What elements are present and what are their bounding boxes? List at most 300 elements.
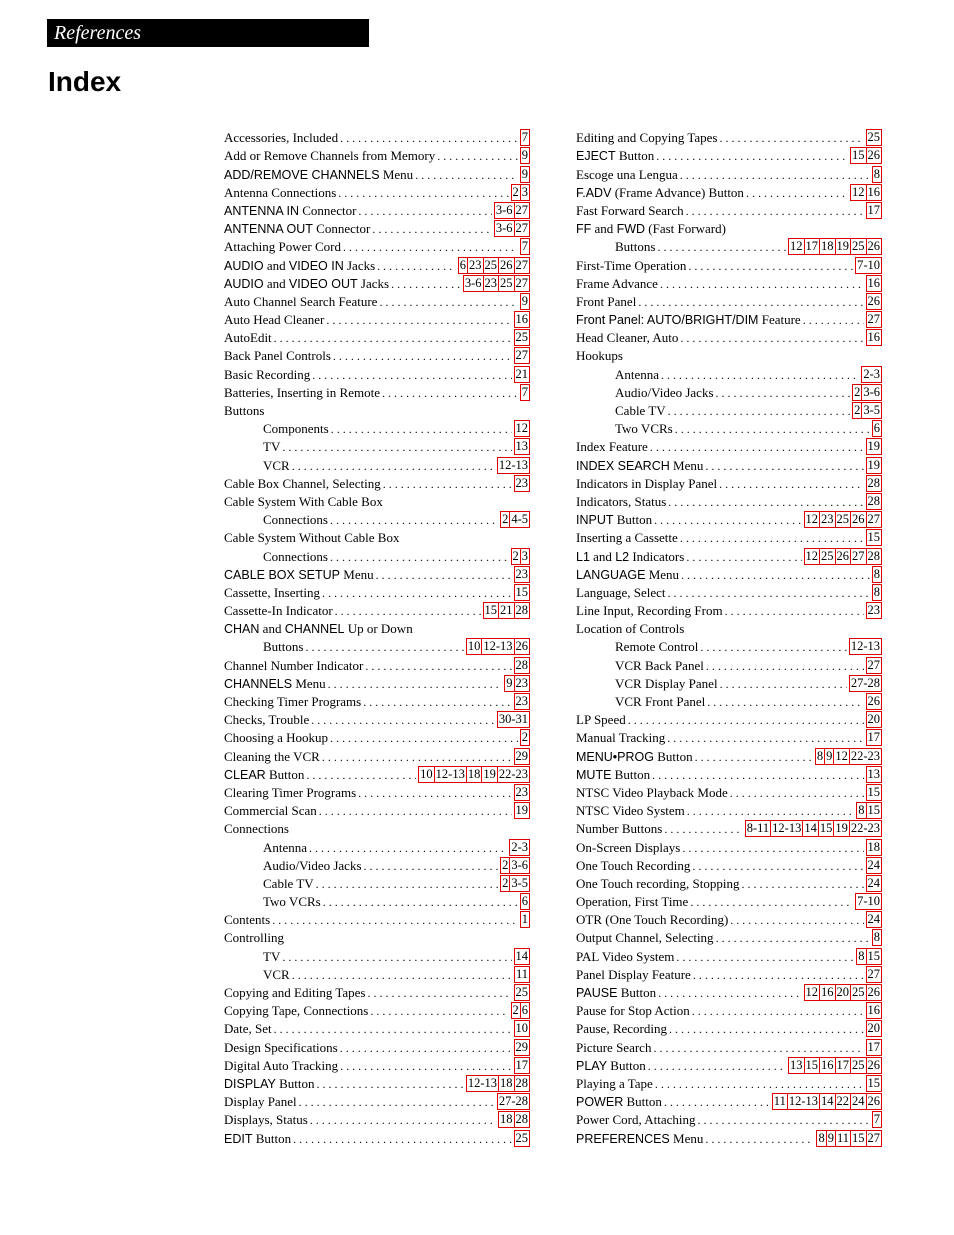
index-entry-label	[224, 712, 309, 728]
page-link[interactable]: 19	[515, 803, 528, 818]
page-link[interactable]: 15	[484, 603, 497, 618]
leader-dots	[681, 567, 870, 583]
page-links	[514, 311, 531, 328]
page-link[interactable]: 12	[790, 239, 803, 254]
page-link[interactable]: 12	[515, 421, 528, 436]
page-link[interactable]: 16	[867, 330, 880, 345]
index-entry-term: Operation, First Time	[576, 894, 689, 910]
page-link[interactable]: 23	[821, 512, 834, 527]
page-links	[852, 384, 882, 401]
page-link[interactable]: 12-13	[483, 639, 513, 654]
page-link[interactable]: 11	[773, 1094, 786, 1109]
page-links	[866, 602, 883, 619]
page-link[interactable]: 25	[515, 985, 528, 999]
page-link[interactable]: 7	[521, 239, 528, 254]
page-links	[514, 584, 531, 601]
page-link[interactable]: 8	[873, 166, 880, 181]
page-link[interactable]: 17	[515, 1057, 528, 1072]
leader-dots	[322, 749, 512, 765]
page-link[interactable]: 7-10	[857, 257, 880, 272]
page-link[interactable]: 26	[867, 1094, 880, 1109]
page-links	[514, 329, 531, 346]
page-link[interactable]: 18	[500, 1075, 513, 1090]
page-links	[866, 311, 883, 328]
page-links	[500, 875, 530, 892]
page-link[interactable]: 21	[500, 603, 513, 618]
page-link[interactable]: 15	[852, 148, 865, 163]
index-entry-term: Picture Search	[576, 1039, 652, 1055]
index-entry	[224, 819, 530, 837]
page-link[interactable]: 21	[515, 366, 528, 381]
leader-dots	[725, 603, 864, 619]
index-entry-label	[576, 148, 654, 164]
page-link[interactable]: 2	[854, 403, 861, 417]
page-link[interactable]: 26	[500, 257, 513, 272]
page-link[interactable]: 22-23	[498, 766, 528, 781]
leader-dots	[698, 1112, 870, 1128]
index-entry-label	[576, 912, 728, 928]
page-link[interactable]: 27	[515, 348, 528, 363]
page-link[interactable]: 8	[858, 948, 865, 963]
index-entry-term: NTSC Video Playback Mode	[576, 784, 728, 800]
index-entry	[576, 346, 882, 364]
page-link[interactable]: 24	[867, 857, 880, 872]
page-links	[849, 675, 882, 692]
page-link[interactable]: 15	[852, 1130, 865, 1145]
index-entry-term: Cleaning the VCR	[224, 748, 320, 764]
page-links	[514, 784, 531, 801]
index-entry	[224, 419, 530, 437]
page-link[interactable]: 14	[821, 1094, 834, 1109]
page-link[interactable]: 9	[506, 675, 513, 690]
leader-dots	[668, 585, 870, 601]
page-link[interactable]: 15	[819, 821, 833, 836]
page-link[interactable]: 27-28	[850, 675, 880, 690]
page-link[interactable]: 24	[867, 912, 880, 927]
page-link[interactable]: 19	[836, 239, 849, 254]
index-entry-label	[224, 130, 338, 146]
index-entry-label	[224, 185, 336, 201]
page-link[interactable]: 8	[873, 566, 880, 581]
page-links	[850, 147, 882, 164]
index-entry	[224, 219, 530, 237]
page-link[interactable]: 27	[852, 548, 865, 563]
page-link[interactable]: 19	[483, 766, 496, 781]
page-link[interactable]: 7-10	[857, 894, 880, 909]
leader-dots	[319, 803, 512, 819]
page-link[interactable]: 27	[515, 221, 528, 236]
index-entry	[224, 455, 530, 473]
page-link[interactable]: 7	[873, 1112, 880, 1127]
page-links	[514, 657, 531, 674]
page-link[interactable]: 3-6	[464, 275, 482, 290]
page-link[interactable]: 3-6	[511, 857, 528, 872]
index-entry-term: Button	[611, 766, 651, 782]
page-link[interactable]: 23	[515, 694, 528, 708]
index-entry	[576, 201, 882, 219]
index-entry-label	[576, 258, 686, 274]
page-link[interactable]: 28	[515, 1075, 528, 1090]
page-link[interactable]: 27	[867, 657, 880, 672]
leader-dots	[658, 985, 801, 1001]
page-link[interactable]: 13	[515, 439, 528, 454]
page-link[interactable]: 2	[512, 184, 519, 199]
page-link[interactable]: 2	[512, 1003, 519, 1018]
page-link[interactable]: 28	[867, 548, 880, 563]
page-link[interactable]: 15	[867, 803, 880, 818]
page-link[interactable]: 26	[836, 548, 849, 563]
page-link[interactable]: 26	[867, 293, 880, 308]
index-entry-term: Connections	[263, 548, 328, 564]
page-link[interactable]: 23	[515, 675, 528, 690]
index-entry-label	[576, 803, 685, 819]
index-entry	[576, 1037, 882, 1055]
index-entry-label	[615, 421, 673, 437]
page-link[interactable]: 11	[515, 966, 528, 981]
index-entry	[576, 383, 882, 401]
page-links	[520, 147, 530, 164]
page-link[interactable]: 8	[818, 1130, 825, 1145]
page-link[interactable]: 8	[873, 930, 880, 945]
page-link[interactable]: 25	[515, 1130, 528, 1145]
index-entry-term: Cable TV	[263, 875, 314, 891]
page-link[interactable]: 27-28	[498, 1094, 528, 1109]
page-link[interactable]: 12	[805, 985, 818, 999]
index-entry	[224, 637, 530, 655]
page-link[interactable]: 15	[515, 584, 528, 599]
index-entry-label	[224, 1021, 272, 1037]
page-link[interactable]: 25	[500, 275, 513, 290]
page-link[interactable]: 2-3	[863, 366, 880, 381]
page-link[interactable]: 8-11	[746, 821, 770, 836]
page-link[interactable]: 6	[521, 1003, 528, 1018]
page-link[interactable]: 23	[484, 275, 497, 290]
index-entry	[576, 219, 882, 237]
page-link[interactable]: 23	[867, 603, 880, 618]
page-links	[866, 457, 883, 474]
leader-dots	[358, 785, 511, 801]
page-link[interactable]: 22-23	[850, 748, 880, 763]
leader-dots	[312, 367, 511, 383]
page-links	[504, 675, 530, 692]
page-link[interactable]: 6	[873, 421, 880, 436]
index-entry-label	[263, 512, 328, 528]
leader-dots	[299, 1094, 495, 1110]
page-link[interactable]: 18	[467, 766, 481, 781]
page-link[interactable]: 3	[521, 184, 528, 199]
page-link[interactable]: 17	[867, 1039, 880, 1054]
page-link[interactable]: 2-3	[511, 839, 528, 854]
page-link[interactable]: 27	[867, 312, 880, 327]
page-link[interactable]: 28	[515, 657, 528, 672]
index-entry-label	[224, 767, 304, 783]
page-link[interactable]: 10	[467, 639, 481, 654]
index-entry-label	[576, 930, 714, 946]
page-link[interactable]: 2	[512, 548, 519, 563]
page-link[interactable]: 12-13	[498, 457, 528, 472]
leader-dots	[669, 1021, 864, 1037]
page-link[interactable]: 12-13	[772, 821, 802, 836]
page-link[interactable]: 8	[816, 748, 824, 763]
page-link[interactable]: 27	[515, 275, 528, 290]
page-link[interactable]: 25	[515, 330, 528, 345]
page-link[interactable]: 25	[867, 130, 880, 145]
index-entry-term: Hookups	[576, 348, 623, 364]
page-link[interactable]: 28	[515, 603, 528, 618]
page-link[interactable]: 22	[836, 1094, 849, 1109]
index-entry-label	[224, 821, 289, 837]
page-link[interactable]: 16	[821, 1057, 834, 1072]
page-link[interactable]: 12	[805, 512, 818, 527]
page-link[interactable]: 24	[852, 1094, 865, 1109]
index-entry-term: Contents	[224, 912, 271, 928]
page-links	[855, 257, 882, 274]
page-link[interactable]: 7	[521, 130, 528, 145]
index-entry-label	[576, 712, 626, 728]
page-link[interactable]: 27	[867, 1130, 880, 1145]
page-link[interactable]: 2	[854, 384, 861, 399]
index-entry-term: CABLE BOX SETUP	[224, 567, 341, 582]
page-link[interactable]: 18	[867, 839, 880, 854]
page-link[interactable]: 2	[502, 512, 509, 527]
page-link[interactable]: 2	[502, 857, 509, 872]
page-link[interactable]: 27	[867, 512, 880, 527]
leader-dots	[680, 530, 864, 546]
index-entry	[576, 765, 882, 783]
page-link[interactable]: 26	[867, 1057, 880, 1072]
page-link[interactable]: 9	[521, 148, 528, 163]
page-link[interactable]: 27	[867, 966, 880, 981]
leader-dots	[692, 858, 863, 874]
leader-dots	[377, 258, 456, 274]
index-entry	[576, 546, 882, 564]
page-link[interactable]: 10	[515, 1021, 528, 1036]
page-link[interactable]: 15	[867, 530, 880, 545]
index-entry-term: Button	[613, 512, 653, 528]
index-entry-label	[576, 476, 717, 492]
index-entry	[576, 146, 882, 164]
page-link[interactable]: 3-6	[863, 384, 880, 399]
index-entry	[576, 892, 882, 910]
page-link[interactable]: 23	[515, 784, 528, 799]
index-entry-term: EJECT	[576, 149, 616, 164]
index-entry-term: Digital Auto Tracking	[224, 1057, 339, 1073]
page-links	[804, 548, 883, 565]
page-link[interactable]: 18	[821, 239, 834, 254]
page-link[interactable]: 26	[867, 694, 880, 708]
page-link[interactable]: 26	[515, 639, 528, 654]
page-link[interactable]: 2	[502, 875, 509, 890]
page-link[interactable]: 4-5	[511, 512, 528, 527]
index-entry-term: Connections	[224, 821, 289, 837]
page-link[interactable]: 30-31	[498, 712, 528, 727]
page-links	[494, 220, 530, 237]
index-entry-term: Controlling	[224, 930, 284, 946]
index-entry	[224, 710, 530, 728]
page-link[interactable]: 19	[835, 821, 848, 836]
page-link[interactable]: 25	[852, 1057, 865, 1072]
page-links	[514, 347, 531, 364]
page-link[interactable]: 17	[836, 1057, 849, 1072]
page-link[interactable]: 12-13	[435, 766, 465, 781]
page-link[interactable]: 3-6	[495, 221, 513, 236]
page-link[interactable]: 26	[867, 148, 880, 163]
index-entry	[576, 255, 882, 273]
leader-dots	[343, 239, 518, 255]
page-link[interactable]: 23	[469, 257, 482, 272]
index-entry	[576, 164, 882, 182]
leader-dots	[660, 276, 864, 292]
page-link[interactable]: 16	[867, 184, 880, 199]
page-link[interactable]: 16	[515, 312, 528, 327]
leader-dots	[730, 912, 863, 928]
page-link[interactable]: 23	[515, 566, 528, 581]
page-link[interactable]: 28	[867, 493, 880, 508]
page-links	[514, 948, 531, 965]
page-link[interactable]: 3-5	[863, 403, 880, 417]
page-link[interactable]: 16	[867, 1003, 880, 1018]
page-link[interactable]: 25	[852, 985, 865, 999]
index-entry	[576, 292, 882, 310]
index-entry-term: FWD	[616, 222, 646, 237]
page-link[interactable]: 3-6	[495, 202, 513, 217]
leader-dots	[680, 330, 863, 346]
index-entry-label	[224, 476, 381, 492]
index-entry-term: Jacks	[357, 275, 390, 291]
index-entry-label	[576, 330, 678, 346]
leader-dots	[317, 1076, 464, 1092]
index-entry-term: MUTE	[576, 767, 612, 782]
page-link[interactable]: 6	[459, 257, 466, 272]
page-link[interactable]: 14	[515, 948, 528, 963]
page-link[interactable]: 20	[867, 712, 880, 727]
index-entry-term: Language, Select	[576, 584, 666, 600]
page-link[interactable]: 13	[790, 1057, 803, 1072]
index-entry-term: Cable TV	[615, 403, 666, 418]
leader-dots	[687, 803, 854, 819]
page-links	[849, 638, 882, 655]
page-link[interactable]: 15	[805, 1057, 818, 1072]
page-link[interactable]: 7	[521, 384, 528, 399]
page-link[interactable]: 22-23	[850, 821, 880, 836]
page-link[interactable]: 17	[867, 202, 880, 217]
index-entry	[576, 728, 882, 746]
index-entry	[576, 437, 882, 455]
page-link[interactable]: 24	[867, 875, 880, 890]
page-link[interactable]: 13	[867, 766, 880, 781]
index-entry-term: CHANNEL	[284, 622, 345, 637]
index-entry-term: (Frame Advance) Button	[611, 184, 744, 200]
page-link[interactable]: 26	[852, 512, 865, 527]
index-entry-label	[224, 567, 374, 583]
page-link[interactable]: 18	[500, 1112, 513, 1127]
page-link[interactable]: 25	[484, 257, 497, 272]
page-link[interactable]: 26	[867, 985, 880, 999]
page-link[interactable]: 25	[836, 512, 849, 527]
page-links	[866, 839, 883, 856]
page-link[interactable]: 15	[867, 1075, 880, 1090]
index-entry	[224, 492, 530, 510]
page-link[interactable]: 15	[867, 948, 880, 963]
page-link[interactable]: 6	[521, 894, 528, 909]
page-link[interactable]: 28	[515, 1112, 528, 1127]
leader-dots	[370, 1003, 508, 1019]
page-link[interactable]: 23	[515, 475, 528, 490]
page-link[interactable]: 12-13	[788, 1094, 818, 1109]
index-entry-term: Connections	[263, 512, 328, 528]
page-link[interactable]: 25	[852, 239, 865, 254]
page-link[interactable]: 10	[420, 766, 433, 781]
index-entry-label	[224, 403, 264, 419]
page-link[interactable]: 12	[805, 548, 818, 563]
page-link[interactable]: 9	[826, 748, 833, 763]
index-entry	[576, 1092, 882, 1110]
leader-dots	[309, 840, 507, 856]
page-link[interactable]: 16	[867, 275, 880, 290]
page-link[interactable]: 8	[873, 584, 880, 599]
page-links	[520, 293, 530, 310]
page-link[interactable]: 3-5	[511, 875, 528, 890]
page-links	[514, 1039, 531, 1056]
page-link[interactable]: 27	[515, 202, 528, 217]
page-link[interactable]: 26	[867, 239, 880, 254]
index-entry-term: Checking Timer Programs	[224, 694, 362, 709]
page-link[interactable]: 14	[804, 821, 817, 836]
page-link[interactable]: 12	[835, 748, 848, 763]
page-link[interactable]: 8	[858, 803, 865, 818]
page-link[interactable]: 9	[521, 166, 528, 181]
page-link[interactable]: 2	[521, 730, 528, 745]
page-links	[514, 1130, 531, 1147]
index-entry-term: ANTENNA IN	[224, 203, 300, 218]
page-link[interactable]: 11	[836, 1130, 849, 1145]
page-link[interactable]: 12-13	[467, 1075, 497, 1090]
leader-dots	[693, 967, 864, 983]
index-entry	[576, 128, 882, 146]
page-links	[458, 257, 530, 274]
page-link[interactable]: 17	[805, 239, 818, 254]
page-link[interactable]: 27	[515, 257, 528, 272]
page-link[interactable]: 12	[852, 184, 865, 199]
page-link[interactable]: 29	[515, 748, 528, 763]
leader-dots	[358, 203, 491, 219]
page-link[interactable]: 29	[515, 1039, 528, 1054]
page-link[interactable]: 20	[836, 985, 849, 999]
page-link[interactable]: 1	[521, 912, 528, 927]
leader-dots	[652, 767, 863, 783]
page-link[interactable]: 19	[867, 439, 880, 454]
page-link[interactable]: 9	[827, 1130, 834, 1145]
leader-dots	[292, 458, 495, 474]
page-link[interactable]: 20	[867, 1021, 880, 1036]
page-links	[514, 420, 531, 437]
index-entry-term: Cassette-In Indicator	[224, 603, 333, 619]
page-link[interactable]: 25	[821, 548, 834, 563]
page-link[interactable]: 17	[867, 730, 880, 745]
page-link[interactable]: 9	[521, 293, 528, 308]
page-link[interactable]: 15	[867, 784, 880, 799]
page-link[interactable]: 12-13	[850, 639, 880, 654]
page-link[interactable]: 28	[867, 475, 880, 490]
index-entry-label	[576, 312, 801, 328]
leader-dots	[656, 148, 848, 164]
page-link[interactable]: 16	[821, 985, 834, 999]
page-link[interactable]: 19	[867, 457, 880, 472]
leader-dots	[328, 676, 503, 692]
index-entry	[576, 601, 882, 619]
page-link[interactable]: 3	[521, 548, 528, 563]
index-entry-term: Audio/Video Jacks	[615, 384, 714, 400]
